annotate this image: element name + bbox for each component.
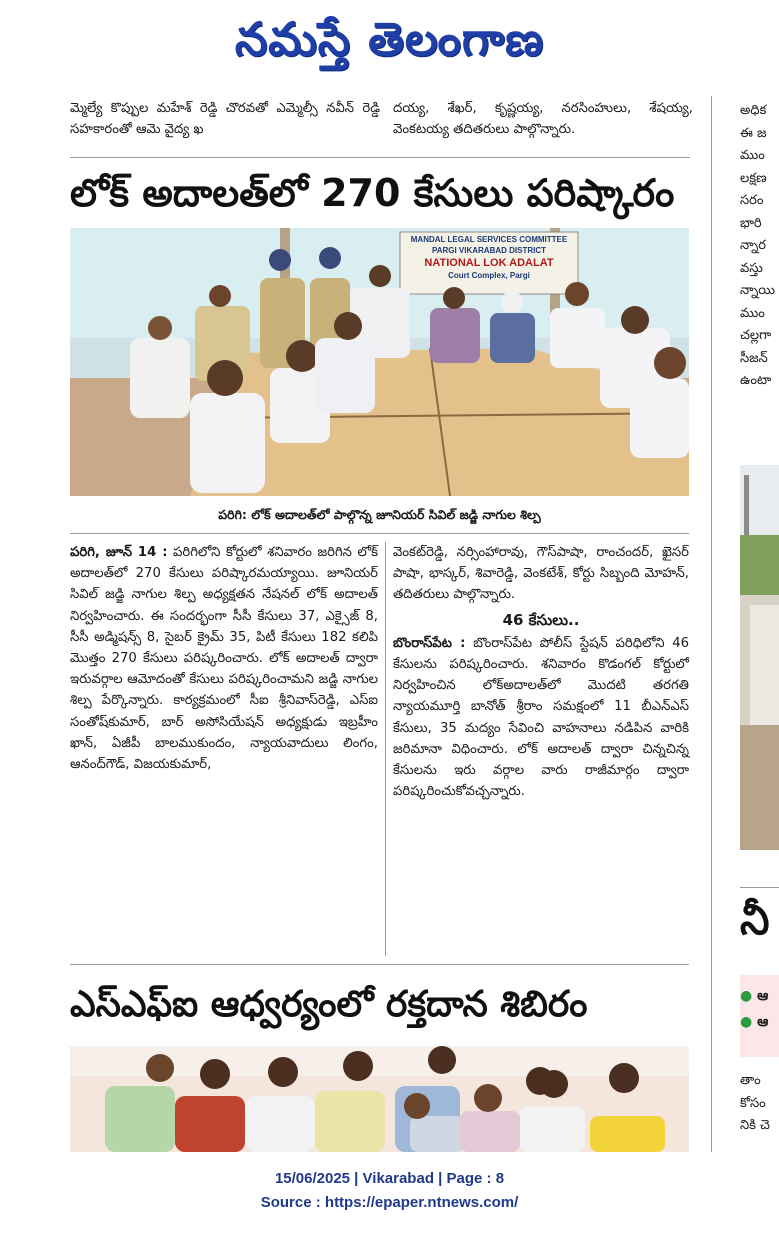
adjacent-article-strip-bottom [740,1070,779,1138]
newspaper-logo: నమస్తే తెలంగాణ [234,12,545,66]
body-text: పరిగిలోని కోర్టులో శనివారం జరిగిన లోక్ అదాలత్‌లో 270 కేసులు పరిష్కారమయ్యాయి. జూనియర్ సివిల్ జడ్జి నాగుల శిల్ప అధ్యక్షతన నేషనల్ లోక్ అదాలత్ నిర్వహించారు. ఈ సందర్భంగా సీసీ కేసులు 37, ఎక్సైజ్ 8, సీసీ అడ్మిషన్స్ 8, సైబర్ క్రైమ్ 35, పిటీ కేసులు 182 కలిపి మొత్తం 270 కేసులు పరిష్కరించారు. లోక్ అదాలత్ ద్వారా ఇరువర్గాల ఆమోదంతో కేసులు పరిష్కరించామని జడ్జి నాగుల శిల్ప పేర్కొన్నారు. కార్యక్రమంలో సీఐ శ్రీనివాస్‌రెడ్డి, ఎస్ఐ సంతోష్‌కుమార్, బార్ అసోసియేషన్ అధ్యక్షుడు ఇబ్రహీం ఖాన్, ఏజీపీ బాలముకుందం, న్యాయవాదులు లింగం, ఆనంద్‌గౌడ్, విజయకుమార్, [70,545,378,773]
bullet-item [740,1009,779,1035]
adjacent-bullet-box [740,975,779,1057]
divider [70,533,689,534]
photo-illustration [70,1046,689,1152]
lok-adalat-photo [70,228,689,496]
strip-line: నికి చె [740,1118,770,1133]
banner-line: PARGI VIKARABAD DISTRICT [431,246,547,255]
bullet-icon: ● [740,1014,753,1030]
body-text: బొంరాస్‌పేట పోలీస్ స్టేషన్ పరిధిలోని 46 కేసులను పరిష్కరించారు. శనివారం కొడంగల్ కోర్టులో నిర్వహించిన లోక్‌అదాలత్‌లో మొదటి తరగతి న్యాయమూర్తి బానోత్ శ్రీరాం సమక్షంలో 11 బీఎన్ఎస్ కేసులు, 35 మద్యం సేవించి వాహనాలు నడిపిన వారికి జరిమానా విధించారు. లోక్ అదాలత్ ద్వారా చిన్నచిన్న కేసులను ఇరు వర్గాల వారు రాజీమార్గం ద్వారా పరిష్కరించుకోవచ్చన్నారు. [393,635,690,800]
strip-line: న్నాయి [740,283,775,298]
photo-banner [402,234,576,281]
strip-line: సరం [740,193,764,208]
article-body-col2 [393,542,689,802]
strip-line: సీజన్ [740,350,768,366]
adjacent-article-strip [740,100,779,393]
photo-illustration [740,465,779,850]
column-divider [385,542,386,956]
bullet-text: ఆ [757,988,769,1004]
bullet-item [740,983,779,1009]
banner-line: MANDAL LEGAL SERVICES COMMITTEE [410,235,568,244]
banner-line: NATIONAL LOK ADALAT [424,257,554,269]
blood-donation-photo [70,1046,689,1152]
strip-line: వస్తు [740,260,763,276]
divider [70,964,689,965]
adjacent-photo [740,465,779,850]
article-headline: ఎస్ఎఫ్ఐ ఆధ్వర్యంలో రక్తదాన శిబిరం [70,984,588,1025]
banner-line: Court Complex, Pargi [448,271,530,280]
bullet-text: ఆ [757,1014,769,1030]
bullet-icon: ● [740,988,753,1004]
strip-line: అధిక [740,103,767,118]
footer-edition-info: 15/06/2025 | Vikarabad | Page : 8 [274,1170,505,1187]
body-text: వెంకట్‌రెడ్డి, నర్సింహారావు, గౌస్‌పాషా, రాంచందర్, ఖైసర్ పాషా, భాస్కర్, శివారెడ్డి, వెంకటేశ్, కోర్టు సిబ్బంది మోహన్, తదితరులు పాల్గొన్నారు. [393,545,689,603]
strip-line: కోసం [740,1095,766,1111]
strip-line: చల్లగా [740,328,772,343]
column-divider [711,96,712,1152]
strip-line: న్నార [740,238,766,253]
footer-source-link[interactable]: Source : https://epaper.ntnews.com/ [260,1194,519,1211]
strip-line: లక్షణ [740,170,767,186]
divider [70,157,690,158]
divider [740,887,779,888]
masthead [0,0,779,84]
subhead: 46 కేసులు.. [502,610,580,629]
dateline: బొంరాస్‌పేట : [393,635,466,651]
article-headline: లోక్ అదాలత్‌లో 270 కేసులు పరిష్కారం [70,171,675,215]
photo-illustration [70,228,689,496]
adjacent-headline: నీ [740,895,770,944]
article-body-col1 [70,542,378,775]
top-snippet-right: దయ్య, శేఖర్, కృష్ణయ్య, నరసింహులు, శేషయ్య, వెంకటయ్య తదితరులు పాల్గొన్నారు. [393,101,693,138]
strip-line: తాం [740,1073,761,1088]
top-snippet-left: మ్మెల్యే కొప్పుల మహేశ్ రెడ్డి చొరవతో ఎమ్మెల్సీ నవీన్ రెడ్డి సహకారంతో ఆమె వైద్య ఖ [70,101,380,138]
dateline: పరిగి, జూన్ 14 : [70,545,168,560]
photo-caption: పరిగి: లోక్ అదాలత్‌లో పాల్గొన్న జూనియర్ సివిల్ జడ్జి నాగుల శిల్ప [218,507,541,522]
strip-line: ఉంటా [740,373,772,388]
strip-line: ముం [740,305,765,321]
strip-line: భారి [740,215,762,231]
strip-line: ఈ జ [740,125,767,141]
strip-line: ముం [740,148,765,163]
